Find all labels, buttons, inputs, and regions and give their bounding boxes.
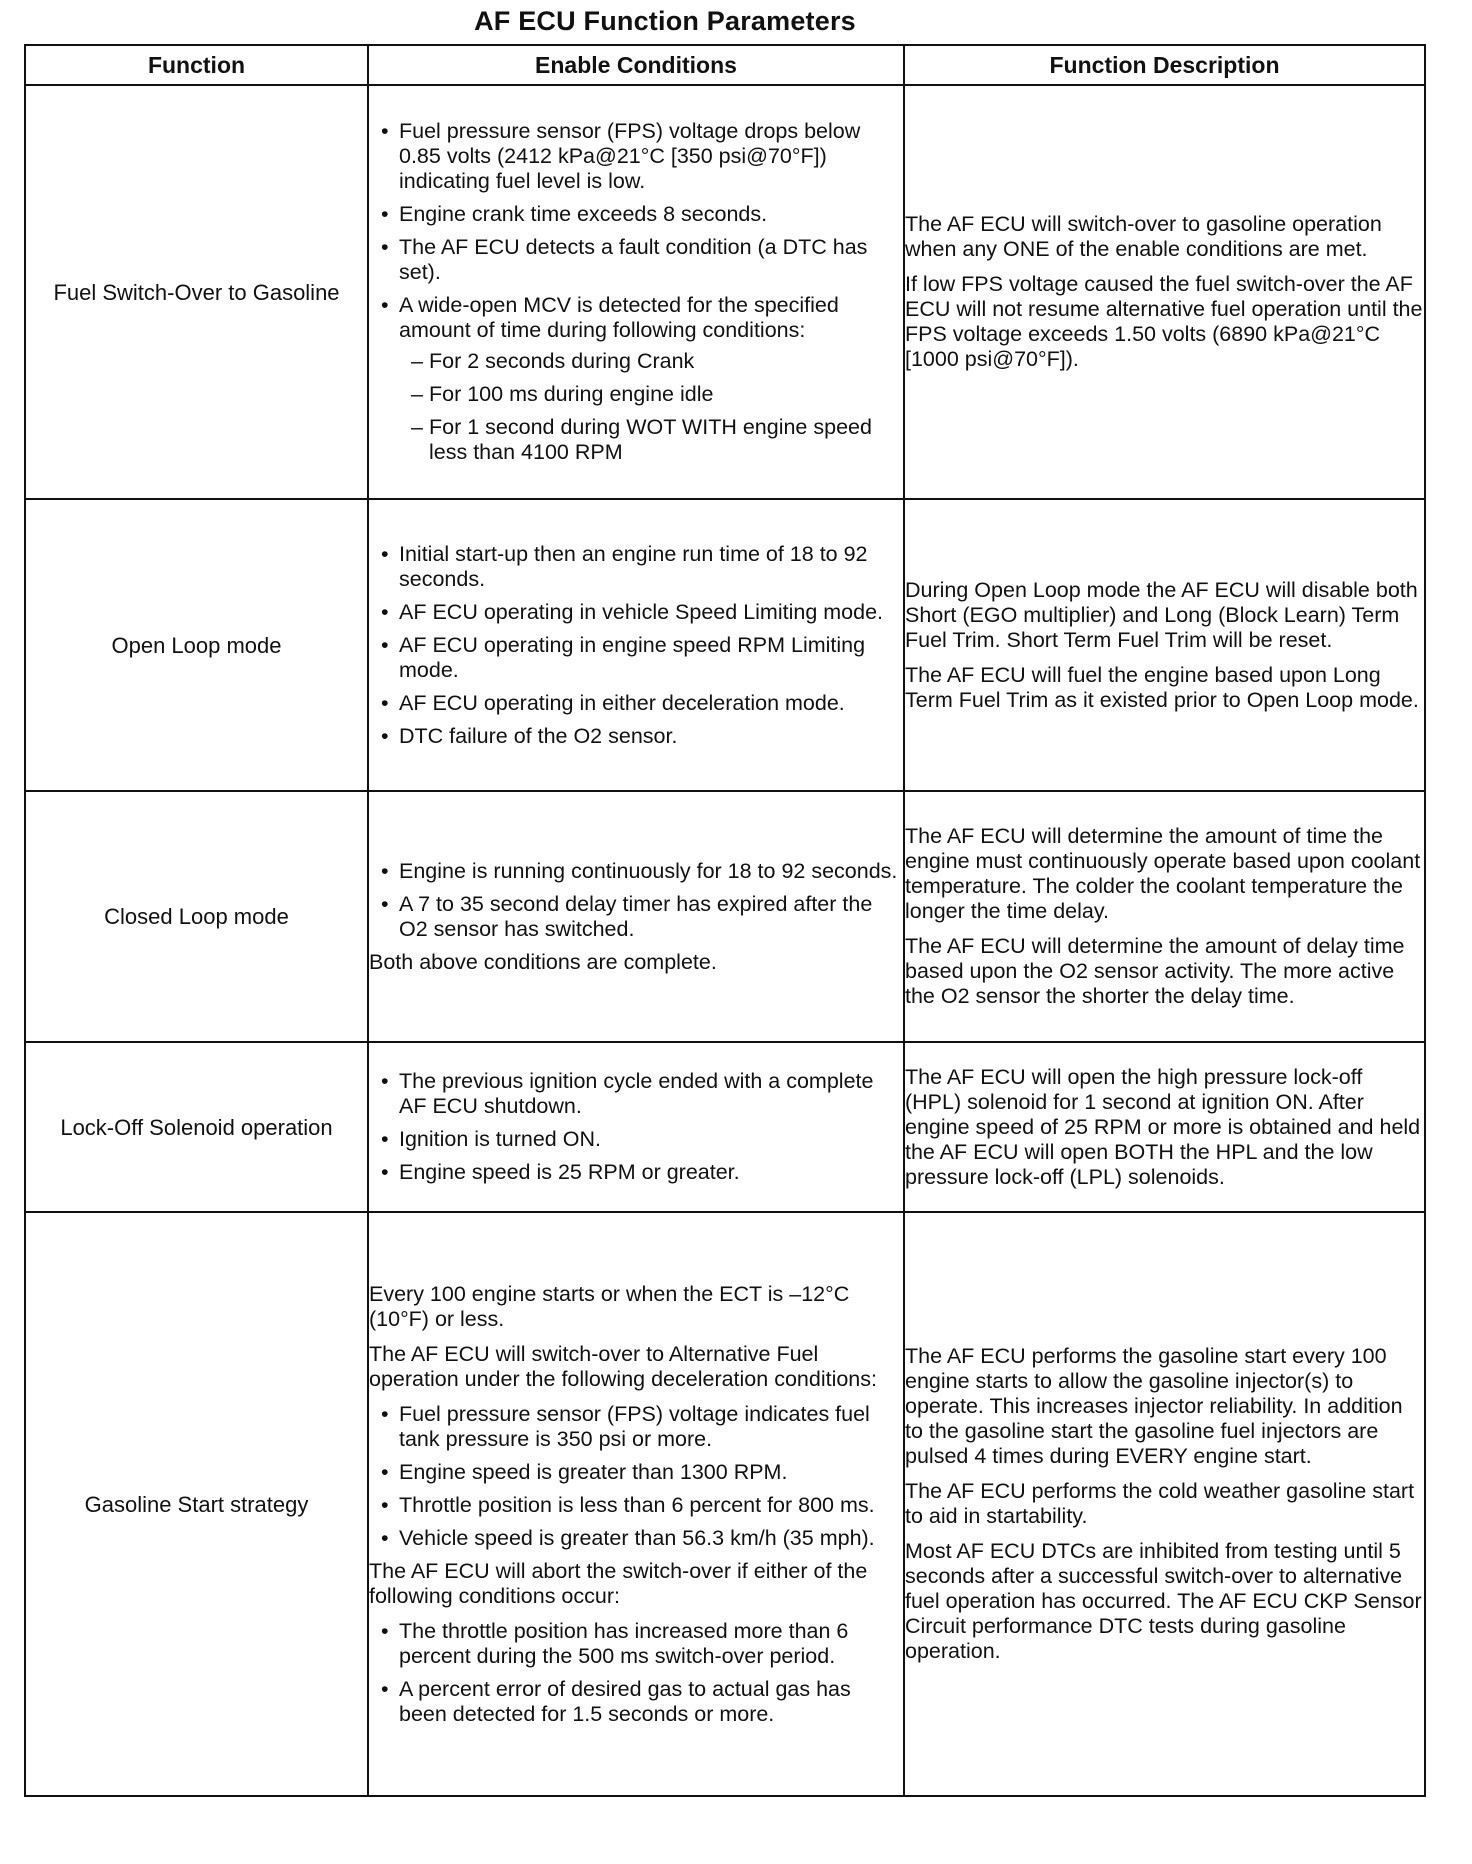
list-item: • Engine is running continuously for 18 to 92 seconds. — [369, 859, 903, 884]
function-cell — [25, 791, 368, 1042]
enable-conditions-cell — [368, 791, 904, 1042]
list-item: • Engine speed is greater than 1300 RPM. — [369, 1460, 903, 1485]
function-name: Gasoline Start strategy — [84, 1491, 309, 1517]
function-description-cell — [904, 499, 1425, 791]
function-cell — [25, 1212, 368, 1796]
list-item: • Throttle position is less than 6 percent for 800 ms. — [369, 1493, 903, 1518]
table-row — [25, 1212, 1425, 1796]
table-row — [25, 1042, 1425, 1212]
function-cell — [25, 499, 368, 791]
list-item: • Ignition is turned ON. — [369, 1127, 903, 1152]
list-item: • The previous ignition cycle ended with a complete AF ECU shutdown. — [369, 1069, 903, 1119]
description-paragraph: The AF ECU will determine the amount of time the engine must continuously operate based upon coolant temperature. The colder the coolant temperature the longer the time delay. — [905, 824, 1421, 923]
function-description-cell — [904, 791, 1425, 1042]
description-paragraph: The AF ECU performs the cold weather gasoline start to aid in startability. — [905, 1479, 1415, 1528]
table-header-row — [25, 45, 1425, 85]
description-paragraph: The AF ECU will open the high pressure lock-off (HPL) solenoid for 1 second at ignition ON. After engine speed of 25 RPM or more is obtained and held the AF ECU will open BOTH the HPL and the low pressure lock-off (LPL) solenoids. — [905, 1064, 1421, 1189]
function-parameters-table — [24, 44, 1426, 1797]
function-name: Fuel Switch-Over to Gasoline — [53, 279, 340, 305]
list-item-text: A wide-open MCV is detected for the specified amount of time during following conditions: — [399, 293, 839, 342]
description-paragraph: Most AF ECU DTCs are inhibited from testing until 5 seconds after a successful switch-over to alternative fuel operation has occurred. The AF ECU CKP Sensor Circuit performance DTC tests during gasoline operation. — [905, 1539, 1422, 1663]
enable-conditions-cell — [368, 1212, 904, 1796]
sub-list-item: – For 1 second during WOT WITH engine speed less than 4100 RPM — [399, 415, 903, 465]
list-item: • Engine crank time exceeds 8 seconds. — [369, 202, 903, 227]
table-row — [25, 85, 1425, 499]
column-header-enable-conditions: Enable Conditions — [368, 45, 904, 85]
description-paragraph: If low FPS voltage caused the fuel switch-over the AF ECU will not resume alternative fuel operation until the FPS voltage exceeds 1.50 volts (6890 kPa@21°C [1000 psi@70°F]). — [905, 272, 1423, 371]
list-item: • The throttle position has increased more than 6 percent during the 500 ms switch-over period. — [369, 1619, 903, 1669]
enable-intro: Every 100 engine starts or when the ECT is –12°C (10°F) or less. — [369, 1281, 850, 1331]
list-item: • AF ECU operating in either deceleration mode. — [369, 691, 903, 716]
description-paragraph: During Open Loop mode the AF ECU will disable both Short (EGO multiplier) and Long (Block Learn) Term Fuel Trim. Short Term Fuel Trim will be reset. — [905, 577, 1418, 652]
enable-intro: The AF ECU will switch-over to Alternative Fuel operation under the following deceleration conditions: — [369, 1341, 877, 1391]
function-description-cell — [904, 85, 1425, 499]
page-title: AF ECU Function Parameters — [474, 6, 856, 36]
function-cell — [25, 85, 368, 499]
list-item: • AF ECU operating in engine speed RPM Limiting mode. — [369, 633, 903, 683]
function-name: Open Loop mode — [111, 632, 282, 658]
function-description-cell — [904, 1212, 1425, 1796]
list-item: • Vehicle speed is greater than 56.3 km/h (35 mph). — [369, 1526, 903, 1551]
list-item: • A 7 to 35 second delay timer has expired after the O2 sensor has switched. — [369, 892, 903, 942]
list-item: • DTC failure of the O2 sensor. — [369, 724, 903, 749]
list-item — [369, 293, 903, 465]
list-item: • Fuel pressure sensor (FPS) voltage indicates fuel tank pressure is 350 psi or more. — [369, 1402, 903, 1452]
table-row — [25, 791, 1425, 1042]
list-item: • Fuel pressure sensor (FPS) voltage drops below 0.85 volts (2412 kPa@21°C [350 psi@70°F]) indicating fuel level is low. — [369, 119, 903, 194]
function-description-cell — [904, 1042, 1425, 1212]
function-name: Lock-Off Solenoid operation — [60, 1114, 333, 1140]
description-paragraph: The AF ECU will switch-over to gasoline operation when any ONE of the enable conditions are met. — [905, 212, 1382, 261]
list-item: • Engine speed is 25 RPM or greater. — [369, 1160, 903, 1185]
description-paragraph: The AF ECU performs the gasoline start every 100 engine starts to allow the gasoline injector(s) to operate. This increases injector reliability. In addition to the gasoline start the gasoline fuel injectors are pulsed 4 times during EVERY engine start. — [905, 1344, 1403, 1468]
sub-list-item: – For 2 seconds during Crank — [399, 349, 903, 374]
enable-intro: The AF ECU will abort the switch-over if either of the following conditions occur: — [369, 1558, 868, 1608]
enable-note: Both above conditions are complete. — [369, 949, 717, 974]
sub-list-item: – For 100 ms during engine idle — [399, 382, 903, 407]
enable-conditions-cell — [368, 499, 904, 791]
column-header-function-description: Function Description — [904, 45, 1425, 85]
list-item: • The AF ECU detects a fault condition (a DTC has set). — [369, 235, 903, 285]
column-header-function: Function — [25, 45, 368, 85]
enable-conditions-cell — [368, 1042, 904, 1212]
table-row — [25, 499, 1425, 791]
function-name: Closed Loop mode — [104, 904, 289, 929]
list-item: • Initial start-up then an engine run time of 18 to 92 seconds. — [369, 542, 903, 592]
enable-conditions-cell — [368, 85, 904, 499]
list-item: • A percent error of desired gas to actual gas has been detected for 1.5 seconds or more. — [369, 1677, 903, 1727]
list-item: • AF ECU operating in vehicle Speed Limiting mode. — [369, 600, 903, 625]
description-paragraph: The AF ECU will determine the amount of delay time based upon the O2 sensor activity. The more active the O2 sensor the shorter the delay time. — [905, 934, 1405, 1008]
function-cell — [25, 1042, 368, 1212]
description-paragraph: The AF ECU will fuel the engine based upon Long Term Fuel Trim as it existed prior to Open Loop mode. — [905, 662, 1419, 712]
